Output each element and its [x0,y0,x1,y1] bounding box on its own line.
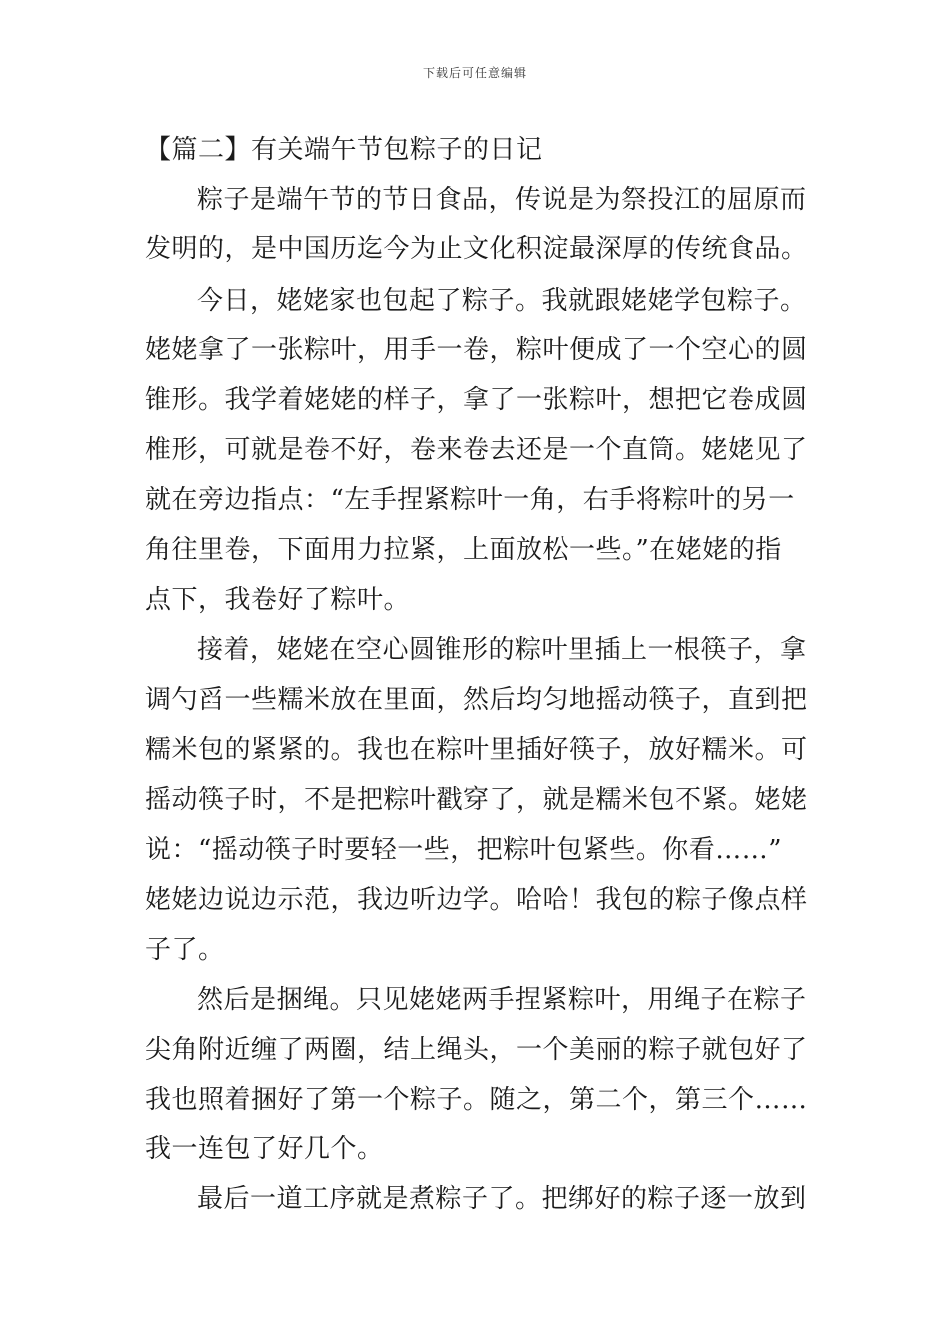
paragraph-line: 调勺舀一些糯米放在里面，然后均匀地摇动筷子，直到把 [145,685,808,715]
paragraph-line: 然后是捆绳。只见姥姥两手捏紧粽叶，用绳子在粽子 [197,985,807,1015]
paragraph-line: 姥姥边说边示范，我边听边学。哈哈！我包的粽子像点样 [145,885,808,915]
paragraph-line: 子了。 [145,935,225,965]
paragraph-line: 接着，姥姥在空心圆锥形的粽叶里插上一根筷子，拿 [197,635,807,665]
paragraph-line: 今日，姥姥家也包起了粽子。我就跟姥姥学包粽子。 [197,286,807,316]
paragraph-line: 我一连包了好几个。 [145,1134,384,1164]
header-note: 下载后可任意编辑 [422,66,527,80]
paragraph-line: 椎形，可就是卷不好，卷来卷去还是一个直筒。姥姥见了 [145,435,808,465]
paragraph-line: 就在旁边指点：“左手捏紧粽叶一角，右手将粽叶的另一 [145,485,795,515]
paragraph-line: 尖角附近缠了两圈，结上绳头，一个美丽的粽子就包好了 [145,1035,808,1065]
paragraph-line: 锥形。我学着姥姥的样子，拿了一张粽叶，想把它卷成圆 [145,385,808,415]
paragraph-line: 角往里卷，下面用力拉紧，上面放松一些。”在姥姥的指 [145,535,782,565]
paragraph-line: 我也照着捆好了第一个粽子。随之，第二个，第三个…… [145,1085,808,1115]
paragraph-line: 摇动筷子时，不是把粽叶戳穿了，就是糯米包不紧。姥姥 [145,785,808,815]
document-title: 【篇二】有关端午节包粽子的日记 [145,135,543,165]
paragraph-line: 说：“摇动筷子时要轻一些，把粽叶包紧些。你看……” [145,835,783,865]
paragraph-line: 点下，我卷好了粽叶。 [145,585,411,615]
paragraph-line: 姥姥拿了一张粽叶，用手一卷，粽叶便成了一个空心的圆 [145,335,808,365]
paragraph-line: 发明的，是中国历迄今为止文化积淀最深厚的传统食品。 [145,234,808,264]
paragraph-line: 糯米包的紧紧的。我也在粽叶里插好筷子，放好糯米。可 [145,735,808,765]
paragraph-line: 最后一道工序就是煮粽子了。把绑好的粽子逐一放到 [197,1184,807,1214]
paragraph-line: 粽子是端午节的节日食品，传说是为祭投江的屈原而 [197,185,807,215]
